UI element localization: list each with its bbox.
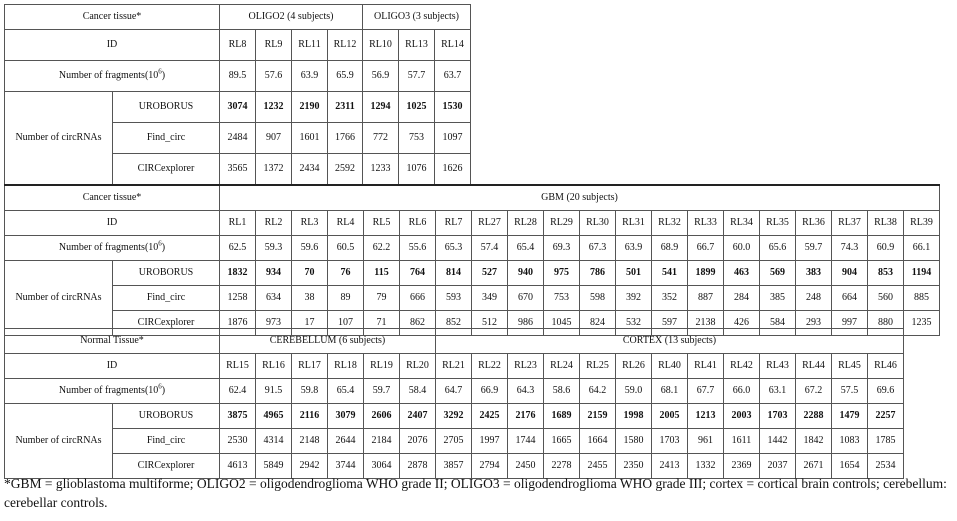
uroborus-cell: 1194 — [904, 261, 940, 286]
fragment-cell: 65.3 — [436, 236, 472, 261]
group-cerebellum: CEREBELLUM (6 subjects) — [220, 329, 436, 354]
circexplorer-cell: 2350 — [616, 454, 652, 479]
id-cell: RL16 — [256, 354, 292, 379]
fragment-cell: 67.7 — [688, 379, 724, 404]
uroborus-row — [5, 404, 904, 429]
id-cell: RL5 — [364, 211, 400, 236]
circexplorer-cell: 1372 — [256, 154, 292, 185]
find-circ-cell: 392 — [616, 286, 652, 311]
find-circ-row — [5, 429, 904, 454]
uroborus-cell: 463 — [724, 261, 760, 286]
fragment-cell: 66.7 — [688, 236, 724, 261]
uroborus-cell: 1294 — [363, 92, 399, 123]
circexplorer-cell: 5849 — [256, 454, 292, 479]
id-label: ID — [5, 354, 220, 379]
method-circexplorer-label: CIRCexplorer — [113, 311, 220, 336]
uroborus-cell: 1025 — [399, 92, 435, 123]
circexplorer-cell: 1332 — [688, 454, 724, 479]
uroborus-cell: 1998 — [616, 404, 652, 429]
find-circ-cell: 79 — [364, 286, 400, 311]
fragment-cell: 57.7 — [399, 61, 435, 92]
id-cell: RL13 — [399, 30, 435, 61]
fragment-cell: 67.2 — [796, 379, 832, 404]
circexplorer-cell: 2534 — [868, 454, 904, 479]
find-circ-cell: 1785 — [868, 429, 904, 454]
find-circ-cell: 1083 — [832, 429, 868, 454]
uroborus-cell: 2190 — [292, 92, 328, 123]
find-circ-cell: 1997 — [472, 429, 508, 454]
uroborus-cell: 1479 — [832, 404, 868, 429]
uroborus-cell: 904 — [832, 261, 868, 286]
footnote: *GBM = glioblastoma multiforme; OLIGO2 = oligodendroglioma WHO grade II; OLIGO3 = oligodendroglioma WHO grade III; cortex = cortical brain controls; cerebellum: cerebellar controls. — [4, 476, 947, 510]
circexplorer-cell: 862 — [400, 311, 436, 336]
circexplorer-cell: 1876 — [220, 311, 256, 336]
uroborus-cell: 1703 — [760, 404, 796, 429]
find-circ-cell: 2148 — [292, 429, 328, 454]
id-cell: RL32 — [652, 211, 688, 236]
find-circ-cell: 1842 — [796, 429, 832, 454]
id-cell: RL34 — [724, 211, 760, 236]
uroborus-cell: 1530 — [435, 92, 471, 123]
id-cell: RL40 — [652, 354, 688, 379]
fragment-cell: 57.6 — [256, 61, 292, 92]
circexplorer-cell: 986 — [508, 311, 544, 336]
find-circ-cell: 1258 — [220, 286, 256, 311]
circexplorer-cell: 2794 — [472, 454, 508, 479]
gbm-table — [4, 184, 940, 336]
fragment-cell: 66.9 — [472, 379, 508, 404]
fragment-cell: 57.4 — [472, 236, 508, 261]
find-circ-cell: 2644 — [328, 429, 364, 454]
fragment-cell: 89.5 — [220, 61, 256, 92]
id-cell: RL46 — [868, 354, 904, 379]
group-oligo2: OLIGO2 (4 subjects) — [220, 5, 363, 30]
uroborus-cell: 569 — [760, 261, 796, 286]
uroborus-cell: 2159 — [580, 404, 616, 429]
uroborus-cell: 3875 — [220, 404, 256, 429]
uroborus-cell: 70 — [292, 261, 328, 286]
circexplorer-cell: 3744 — [328, 454, 364, 479]
method-uroborus-label: UROBORUS — [113, 92, 220, 123]
uroborus-cell: 1899 — [688, 261, 724, 286]
fragment-cell: 60.5 — [328, 236, 364, 261]
method-circexplorer-label: CIRCexplorer — [113, 154, 220, 185]
find-circ-cell: 753 — [399, 123, 435, 154]
id-cell: RL1 — [220, 211, 256, 236]
tissue-header-row — [5, 329, 904, 354]
fragment-cell: 67.3 — [580, 236, 616, 261]
fragment-cell: 62.2 — [364, 236, 400, 261]
uroborus-cell: 2003 — [724, 404, 760, 429]
fragment-cell: 59.6 — [292, 236, 328, 261]
id-cell: RL20 — [400, 354, 436, 379]
id-cell: RL44 — [796, 354, 832, 379]
uroborus-cell: 2407 — [400, 404, 436, 429]
id-cell: RL12 — [328, 30, 363, 61]
circexplorer-cell: 2413 — [652, 454, 688, 479]
uroborus-cell: 814 — [436, 261, 472, 286]
method-find-circ-label: Find_circ — [113, 286, 220, 311]
find-circ-cell: 38 — [292, 286, 328, 311]
id-cell: RL37 — [832, 211, 868, 236]
circexplorer-cell: 2450 — [508, 454, 544, 479]
find-circ-cell: 1665 — [544, 429, 580, 454]
tissue-header-row — [5, 185, 940, 211]
find-circ-cell: 560 — [868, 286, 904, 311]
fragment-cell: 63.9 — [292, 61, 328, 92]
find-circ-cell: 670 — [508, 286, 544, 311]
uroborus-cell: 2116 — [292, 404, 328, 429]
uroborus-row — [5, 92, 471, 123]
circexplorer-cell: 973 — [256, 311, 292, 336]
id-cell: RL8 — [220, 30, 256, 61]
fragment-cell: 62.4 — [220, 379, 256, 404]
find-circ-cell: 634 — [256, 286, 292, 311]
find-circ-cell: 753 — [544, 286, 580, 311]
circexplorer-cell: 852 — [436, 311, 472, 336]
id-cell: RL2 — [256, 211, 292, 236]
id-cell: RL21 — [436, 354, 472, 379]
circexplorer-cell: 512 — [472, 311, 508, 336]
fragment-cell: 65.4 — [328, 379, 364, 404]
fragment-cell: 64.2 — [580, 379, 616, 404]
fragment-cell: 55.6 — [400, 236, 436, 261]
id-cell: RL29 — [544, 211, 580, 236]
id-cell: RL14 — [435, 30, 471, 61]
id-cell: RL36 — [796, 211, 832, 236]
fragment-cell: 64.3 — [508, 379, 544, 404]
uroborus-cell: 4965 — [256, 404, 292, 429]
circexplorer-cell: 2434 — [292, 154, 328, 185]
circexplorer-cell: 1235 — [904, 311, 940, 336]
find-circ-row — [5, 286, 940, 311]
find-circ-cell: 1703 — [652, 429, 688, 454]
tissue-label: Cancer tissue* — [5, 185, 220, 211]
uroborus-row — [5, 261, 940, 286]
fragment-cell: 58.6 — [544, 379, 580, 404]
id-label: ID — [5, 211, 220, 236]
method-find-circ-label: Find_circ — [113, 429, 220, 454]
fragment-cell: 64.7 — [436, 379, 472, 404]
fragment-cell: 63.1 — [760, 379, 796, 404]
uroborus-cell: 764 — [400, 261, 436, 286]
id-cell: RL25 — [580, 354, 616, 379]
find-circ-cell: 598 — [580, 286, 616, 311]
fragment-cell: 68.9 — [652, 236, 688, 261]
id-cell: RL26 — [616, 354, 652, 379]
id-cell: RL31 — [616, 211, 652, 236]
uroborus-cell: 2606 — [364, 404, 400, 429]
fragment-cell: 65.6 — [760, 236, 796, 261]
find-circ-cell: 352 — [652, 286, 688, 311]
fragment-cell: 60.0 — [724, 236, 760, 261]
circexplorer-cell: 597 — [652, 311, 688, 336]
uroborus-cell: 2005 — [652, 404, 688, 429]
tissue-header-row — [5, 5, 471, 30]
method-uroborus-label: UROBORUS — [113, 261, 220, 286]
find-circ-cell: 4314 — [256, 429, 292, 454]
fragment-cell: 66.0 — [724, 379, 760, 404]
circrna-count-label: Number of circRNAs — [5, 261, 113, 336]
find-circ-cell: 1601 — [292, 123, 328, 154]
circexplorer-cell: 880 — [868, 311, 904, 336]
fragment-cell: 63.7 — [435, 61, 471, 92]
circexplorer-cell: 1626 — [435, 154, 471, 185]
id-cell: RL6 — [400, 211, 436, 236]
id-cell: RL30 — [580, 211, 616, 236]
fragments-label: Number of $fragments(10^6)$ — [5, 379, 220, 404]
circexplorer-cell: 1654 — [832, 454, 868, 479]
group-gbm: GBM (20 subjects) — [220, 185, 940, 211]
fragment-cell: 60.9 — [868, 236, 904, 261]
id-label: ID — [5, 30, 220, 61]
method-uroborus-label: UROBORUS — [113, 404, 220, 429]
uroborus-cell: 975 — [544, 261, 580, 286]
id-cell: RL17 — [292, 354, 328, 379]
circexplorer-cell: 997 — [832, 311, 868, 336]
circexplorer-cell: 584 — [760, 311, 796, 336]
uroborus-cell: 383 — [796, 261, 832, 286]
find-circ-cell: 2484 — [220, 123, 256, 154]
id-cell: RL24 — [544, 354, 580, 379]
circexplorer-cell: 2671 — [796, 454, 832, 479]
find-circ-cell: 2530 — [220, 429, 256, 454]
find-circ-cell: 1744 — [508, 429, 544, 454]
fragment-cell: 59.7 — [796, 236, 832, 261]
id-cell: RL4 — [328, 211, 364, 236]
uroborus-cell: 76 — [328, 261, 364, 286]
id-cell: RL28 — [508, 211, 544, 236]
uroborus-cell: 1832 — [220, 261, 256, 286]
id-cell: RL33 — [688, 211, 724, 236]
find-circ-cell: 664 — [832, 286, 868, 311]
id-cell: RL38 — [868, 211, 904, 236]
method-find-circ-label: Find_circ — [113, 123, 220, 154]
fragments-label: Number of $fragments(10^6)$ — [5, 236, 220, 261]
uroborus-cell: 501 — [616, 261, 652, 286]
circexplorer-cell: 1233 — [363, 154, 399, 185]
fragment-cell: 59.8 — [292, 379, 328, 404]
uroborus-cell: 3074 — [220, 92, 256, 123]
tissue-label: Cancer tissue* — [5, 5, 220, 30]
fragment-cell: 68.1 — [652, 379, 688, 404]
id-cell: RL43 — [760, 354, 796, 379]
id-cell: RL18 — [328, 354, 364, 379]
circexplorer-cell: 1076 — [399, 154, 435, 185]
fragment-cell: 59.3 — [256, 236, 292, 261]
find-circ-cell: 1580 — [616, 429, 652, 454]
find-circ-cell: 1097 — [435, 123, 471, 154]
method-circexplorer-label: CIRCexplorer — [113, 454, 220, 479]
find-circ-cell: 2705 — [436, 429, 472, 454]
id-cell: RL35 — [760, 211, 796, 236]
circexplorer-cell: 17 — [292, 311, 328, 336]
uroborus-cell: 1689 — [544, 404, 580, 429]
fragment-cell: 59.0 — [616, 379, 652, 404]
circexplorer-cell: 2138 — [688, 311, 724, 336]
fragments-row — [5, 379, 904, 404]
circexplorer-cell: 71 — [364, 311, 400, 336]
find-circ-cell: 385 — [760, 286, 796, 311]
circexplorer-cell: 3565 — [220, 154, 256, 185]
uroborus-cell: 786 — [580, 261, 616, 286]
find-circ-cell: 1664 — [580, 429, 616, 454]
circexplorer-cell: 2369 — [724, 454, 760, 479]
circexplorer-cell: 3064 — [364, 454, 400, 479]
uroborus-cell: 2425 — [472, 404, 508, 429]
circexplorer-cell: 2037 — [760, 454, 796, 479]
find-circ-cell: 1766 — [328, 123, 363, 154]
id-row — [5, 211, 940, 236]
find-circ-cell: 284 — [724, 286, 760, 311]
find-circ-cell: 885 — [904, 286, 940, 311]
group-oligo3: OLIGO3 (3 subjects) — [363, 5, 471, 30]
id-cell: RL39 — [904, 211, 940, 236]
fragments-label: Number of $fragments(10^6)$ — [5, 61, 220, 92]
id-cell: RL41 — [688, 354, 724, 379]
find-circ-cell: 1442 — [760, 429, 796, 454]
circexplorer-cell: 2455 — [580, 454, 616, 479]
id-row — [5, 30, 471, 61]
find-circ-cell: 248 — [796, 286, 832, 311]
uroborus-cell: 3079 — [328, 404, 364, 429]
uroborus-cell: 2288 — [796, 404, 832, 429]
uroborus-cell: 541 — [652, 261, 688, 286]
fragment-cell: 58.4 — [400, 379, 436, 404]
fragment-cell: 69.3 — [544, 236, 580, 261]
circexplorer-cell: 4613 — [220, 454, 256, 479]
fragment-cell: 57.5 — [832, 379, 868, 404]
find-circ-cell: 907 — [256, 123, 292, 154]
id-cell: RL11 — [292, 30, 328, 61]
id-cell: RL42 — [724, 354, 760, 379]
circexplorer-cell: 2592 — [328, 154, 363, 185]
find-circ-cell: 89 — [328, 286, 364, 311]
find-circ-cell: 887 — [688, 286, 724, 311]
find-circ-cell: 593 — [436, 286, 472, 311]
find-circ-cell: 349 — [472, 286, 508, 311]
circexplorer-cell: 824 — [580, 311, 616, 336]
group-cortex: CORTEX (13 subjects) — [436, 329, 904, 354]
id-cell: RL22 — [472, 354, 508, 379]
fragment-cell: 91.5 — [256, 379, 292, 404]
uroborus-cell: 527 — [472, 261, 508, 286]
oligo-table — [4, 4, 471, 185]
fragment-cell: 59.7 — [364, 379, 400, 404]
fragment-cell: 63.9 — [616, 236, 652, 261]
id-cell: RL19 — [364, 354, 400, 379]
circexplorer-cell: 2278 — [544, 454, 580, 479]
fragment-cell: 62.5 — [220, 236, 256, 261]
id-cell: RL9 — [256, 30, 292, 61]
fragment-cell: 69.6 — [868, 379, 904, 404]
find-circ-cell: 961 — [688, 429, 724, 454]
circexplorer-cell: 2878 — [400, 454, 436, 479]
fragment-cell: 74.3 — [832, 236, 868, 261]
tissue-label: Normal Tissue* — [5, 329, 220, 354]
circexplorer-cell: 3857 — [436, 454, 472, 479]
circexplorer-cell: 2942 — [292, 454, 328, 479]
fragment-cell: 65.4 — [508, 236, 544, 261]
id-cell: RL15 — [220, 354, 256, 379]
id-cell: RL27 — [472, 211, 508, 236]
find-circ-cell: 666 — [400, 286, 436, 311]
circexplorer-cell: 1045 — [544, 311, 580, 336]
id-cell: RL45 — [832, 354, 868, 379]
circexplorer-cell: 107 — [328, 311, 364, 336]
circexplorer-cell: 293 — [796, 311, 832, 336]
normal-table — [4, 328, 904, 479]
id-cell: RL23 — [508, 354, 544, 379]
uroborus-cell: 115 — [364, 261, 400, 286]
id-cell: RL3 — [292, 211, 328, 236]
circexplorer-cell: 532 — [616, 311, 652, 336]
uroborus-cell: 2257 — [868, 404, 904, 429]
uroborus-cell: 934 — [256, 261, 292, 286]
find-circ-cell: 1611 — [724, 429, 760, 454]
find-circ-cell: 2076 — [400, 429, 436, 454]
circrna-count-label: Number of circRNAs — [5, 404, 113, 479]
id-cell: RL10 — [363, 30, 399, 61]
uroborus-cell: 2311 — [328, 92, 363, 123]
fragment-cell: 66.1 — [904, 236, 940, 261]
fragment-cell: 65.9 — [328, 61, 363, 92]
uroborus-cell: 3292 — [436, 404, 472, 429]
id-row — [5, 354, 904, 379]
uroborus-cell: 1232 — [256, 92, 292, 123]
id-cell: RL7 — [436, 211, 472, 236]
find-circ-cell: 772 — [363, 123, 399, 154]
uroborus-cell: 2176 — [508, 404, 544, 429]
fragments-row — [5, 61, 471, 92]
uroborus-cell: 940 — [508, 261, 544, 286]
uroborus-cell: 1213 — [688, 404, 724, 429]
circrna-count-label: Number of circRNAs — [5, 92, 113, 185]
find-circ-cell: 2184 — [364, 429, 400, 454]
fragments-row — [5, 236, 940, 261]
circexplorer-cell: 426 — [724, 311, 760, 336]
uroborus-cell: 853 — [868, 261, 904, 286]
fragment-cell: 56.9 — [363, 61, 399, 92]
